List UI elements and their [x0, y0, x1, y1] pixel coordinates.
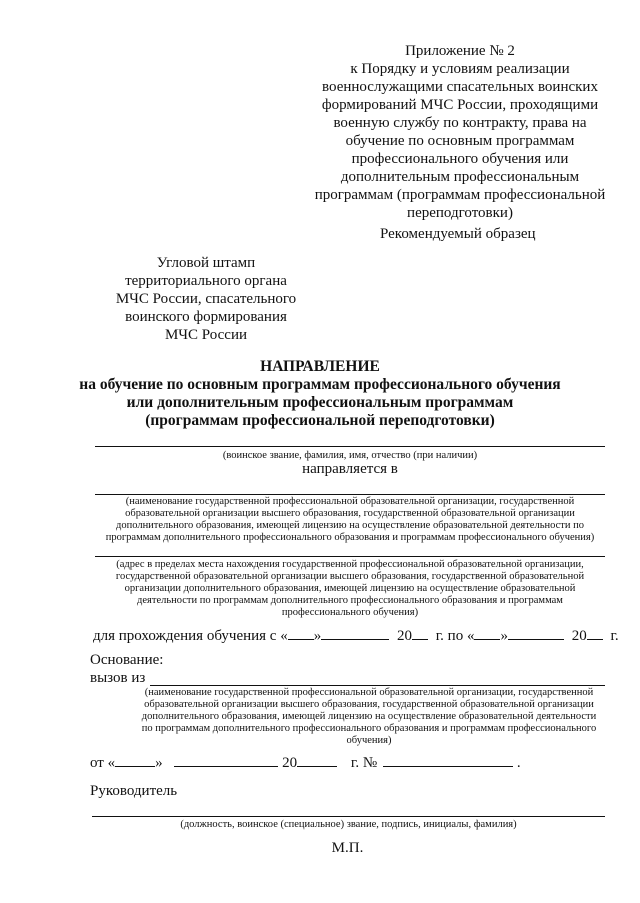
caption-line: (наименование государственной профессиональной образовательной организации, государственной [125, 496, 575, 507]
title-line: или дополнительным профессиональным программам [126, 394, 514, 411]
corner-stamp-block [108, 254, 304, 344]
appendix-line: формирований МЧС России, проходящими [321, 97, 599, 113]
title-heading: НАПРАВЛЕНИЕ [260, 358, 380, 375]
person-field-line[interactable] [95, 446, 605, 447]
appendix-line: военнослужащими спасательных воинских [322, 79, 598, 95]
quote-close: » [155, 755, 163, 771]
from-date-line [90, 754, 521, 772]
appendix-line: к Порядку и условиям реализации [350, 61, 570, 77]
start-year-field[interactable] [412, 627, 428, 640]
appendix-line: обучение по основным программам [345, 133, 575, 149]
stamp-line: воинского формирования [125, 309, 287, 325]
stamp-line: МЧС России, спасательного [115, 291, 297, 307]
title-line: на обучение по основным программам профессионального обучения [79, 376, 561, 393]
study-period-prefix: для прохождения обучения с « [93, 628, 288, 644]
quote-close: » [500, 628, 508, 644]
start-year-prefix: 20 [396, 628, 412, 644]
caption-line: (наименование государственной профессиональной образовательной организации, государственной [144, 687, 594, 698]
person-caption: (воинское звание, фамилия, имя, отчество (при наличии) [222, 450, 478, 461]
appendix-line: профессионального обучения или [351, 151, 569, 167]
seal-mark: М.П. [331, 840, 364, 856]
from-label: от « [90, 755, 116, 771]
start-day-field[interactable] [288, 627, 314, 640]
from-month-field[interactable] [174, 754, 278, 767]
head-caption: (должность, воинское (специальное) звание, подпись, инициалы, фамилия) [180, 819, 517, 830]
caption-line: дополнительного образования, имеющей лицензию на осуществление образовательной деятельности по [116, 520, 584, 531]
title-line: (программам профессиональной переподготовки) [145, 412, 495, 429]
from-day-field[interactable] [115, 754, 155, 767]
address-caption [90, 559, 610, 619]
basis-label: Основание: [90, 652, 164, 668]
period-mark: . [516, 755, 521, 771]
quote-close: » [313, 628, 322, 644]
caption-line: организации дополнительного образования, имеющей лицензию на осуществление образовательной [124, 583, 576, 594]
caption-line: программам дополнительного профессионального образования и программам профессионального обучения) [105, 532, 595, 543]
appendix-line: Приложение № 2 [405, 43, 515, 59]
start-month-field[interactable] [321, 627, 389, 640]
caption-line: дополнительного образования, имеющей лицензию на осуществление образовательной деятельности [141, 711, 597, 722]
appendix-line: дополнительным профессиональным [340, 169, 580, 185]
end-year-prefix: 20 [571, 628, 587, 644]
year-suffix: г. [610, 628, 619, 644]
caption-line: обучения) [346, 735, 392, 746]
appendix-line: переподготовки) [407, 205, 513, 221]
document-title [0, 358, 640, 430]
caption-line: образовательной организации высшего образования, государственной образовательной организации [125, 508, 575, 519]
caption-line: профессионального обучения) [281, 607, 419, 618]
call-field-line[interactable] [150, 685, 605, 686]
end-day-field[interactable] [474, 627, 500, 640]
number-label: г. № [350, 755, 378, 771]
caption-line: государственной образовательной организации высшего образования, государственной образовательной [115, 571, 585, 582]
call-label: вызов из [90, 670, 146, 686]
from-year-prefix: 20 [282, 755, 298, 771]
until-label: г. по « [435, 628, 475, 644]
stamp-line: МЧС России [164, 327, 248, 343]
directed-to-label: направляется в [302, 461, 398, 477]
appendix-line: военную службу по контракту, права на [333, 115, 587, 131]
caption-line: деятельности по программам дополнительного профессионального образования и программам [137, 595, 563, 606]
organization-field-line[interactable] [95, 494, 605, 495]
appendix-line: программам (программам профессиональной [314, 187, 606, 203]
end-year-field[interactable] [587, 627, 603, 640]
study-period-line [93, 627, 619, 645]
organization-caption [90, 496, 610, 544]
recommended-sample-label: Рекомендуемый образец [380, 226, 536, 242]
number-field[interactable] [383, 754, 513, 767]
caption-line: по программам дополнительного профессионального образования и программам профессионального [141, 723, 597, 734]
from-year-field[interactable] [297, 754, 337, 767]
head-signature-line[interactable] [92, 816, 605, 817]
call-caption [128, 687, 610, 747]
stamp-line: Угловой штамп [156, 255, 256, 271]
head-label: Руководитель [90, 783, 178, 799]
appendix-block [310, 42, 610, 222]
caption-line: (адрес в пределах места нахождения государственной профессиональной образовательной организации, [116, 559, 584, 570]
caption-line: образовательной организации высшего образования, государственной образовательной организации [144, 699, 594, 710]
end-month-field[interactable] [508, 627, 564, 640]
address-field-line[interactable] [95, 556, 605, 557]
stamp-line: территориального органа [125, 273, 287, 289]
